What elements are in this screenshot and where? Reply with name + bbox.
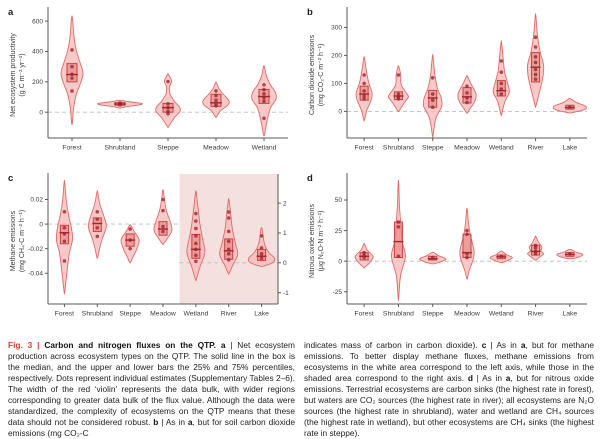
panel-letter: d	[307, 173, 313, 184]
caption-run: , but for nitrous oxide emissions. Terrestrial ecosystems are carbon sinks (the highest rate in forest), but waters are CO₂ sources (the highest rate in river); all ecosystems are N₂O sources (the highest rate in shrubland), water and wetland are CH₄ sources (the highest rate in wetland), but other ecosystems are CH₄ sinks (the highest rate in steppe).	[304, 373, 594, 439]
svg-text:600: 600	[32, 18, 43, 26]
data-dot	[499, 87, 503, 91]
violin-shape	[388, 66, 408, 112]
caption-run: a	[520, 340, 526, 351]
x-category-label: Steppe	[421, 310, 444, 318]
data-dot	[465, 96, 469, 100]
data-dot	[63, 232, 67, 236]
x-category-label: Meadow	[454, 144, 480, 152]
caption-right-column	[304, 340, 594, 439]
data-dot	[227, 252, 231, 256]
data-dot	[70, 65, 74, 69]
violin-river	[527, 14, 543, 107]
data-dot	[161, 198, 165, 202]
data-dot	[262, 96, 266, 100]
svg-text:100: 100	[331, 80, 342, 88]
data-dot	[262, 92, 266, 96]
y-axis-label: Net ecosystem productivity	[10, 33, 17, 117]
data-dot	[262, 83, 266, 87]
x-category-label: River	[527, 144, 544, 152]
x-category-label: Lake	[254, 310, 269, 318]
data-dot	[227, 210, 231, 214]
violin-steppe	[423, 54, 442, 137]
svg-text:200: 200	[32, 79, 43, 87]
violin-lake	[553, 98, 586, 113]
caption-run: | As in	[158, 417, 188, 428]
violin-meadow	[154, 190, 172, 245]
data-dot	[431, 92, 435, 96]
data-dot	[95, 226, 99, 230]
data-dot	[262, 99, 266, 103]
svg-text:0.02: 0.02	[30, 196, 43, 204]
data-dot	[465, 84, 469, 88]
x-category-label: Steppe	[157, 144, 179, 152]
violin-river	[528, 236, 544, 260]
violin-meadow	[458, 75, 476, 113]
data-dot	[534, 45, 538, 49]
panel-d-violin-chart	[303, 168, 597, 330]
x-category-label: Meadow	[203, 144, 229, 152]
data-dot	[194, 242, 198, 246]
svg-text:300: 300	[331, 24, 342, 32]
svg-text:-0.02: -0.02	[28, 245, 43, 253]
data-dot	[465, 91, 469, 95]
violin-steppe	[121, 225, 139, 263]
data-dot	[214, 94, 218, 98]
caption-left-column	[8, 340, 295, 439]
panel-letter: c	[8, 173, 14, 184]
data-dot	[214, 89, 218, 93]
data-dot	[397, 73, 401, 77]
x-category-label: Lake	[562, 310, 578, 318]
data-dot	[63, 259, 67, 263]
x-category-label: Lake	[562, 144, 578, 152]
violin-shape	[493, 41, 509, 116]
svg-text:0: 0	[283, 259, 287, 267]
svg-text:0: 0	[39, 109, 43, 117]
data-dot	[161, 230, 165, 234]
svg-text:1: 1	[283, 230, 287, 238]
data-dot	[166, 112, 170, 116]
y-axis-label: (mg CO₂-C m⁻² h⁻¹)	[318, 43, 325, 107]
data-dot	[70, 72, 74, 76]
data-dot	[534, 68, 538, 72]
violin-shrubland	[88, 191, 106, 259]
caption-run: a	[505, 373, 511, 384]
data-dot	[194, 260, 198, 264]
data-dot	[465, 252, 469, 256]
data-dot	[63, 226, 67, 230]
data-dot	[227, 216, 231, 220]
x-category-label: Wetland	[251, 144, 277, 152]
data-dot	[161, 209, 165, 213]
caption-run: c	[481, 340, 487, 351]
data-dot	[568, 252, 572, 256]
data-dot	[95, 235, 99, 239]
data-dot	[128, 238, 132, 242]
svg-text:50: 50	[334, 197, 342, 205]
data-dot	[227, 230, 231, 234]
caption-run: | As in	[472, 373, 506, 384]
svg-text:0: 0	[39, 221, 43, 229]
x-category-label: Wetland	[488, 144, 514, 152]
axes	[333, 173, 587, 318]
x-category-label: Shrubland	[382, 310, 414, 318]
data-dot	[499, 82, 503, 86]
data-dot	[260, 234, 264, 238]
data-dot	[70, 76, 74, 80]
svg-text:-0.04: -0.04	[28, 270, 43, 278]
data-dot	[397, 254, 401, 258]
violin-shrubland	[391, 180, 405, 300]
x-category-label: Shrubland	[382, 144, 414, 152]
data-dot	[166, 106, 170, 110]
panel-letter: a	[8, 7, 14, 18]
data-dot	[260, 257, 264, 261]
data-dot	[534, 77, 538, 81]
data-dot	[465, 101, 469, 105]
panel-d	[303, 168, 597, 330]
data-dot	[362, 97, 366, 101]
y-axis-label: (mg CH₄-C m⁻² h⁻¹)	[19, 209, 26, 273]
x-category-label: River	[527, 310, 544, 318]
data-dot	[194, 219, 198, 223]
x-category-label: Forest	[62, 144, 82, 152]
data-dot	[128, 247, 132, 251]
caption-run: , but for methane emissions. To better display methane fluxes, methane emissions from ecosystems in the white area correspond to the left axis, while those in the shaded area correspond to the right axis.	[304, 340, 595, 384]
data-dot	[499, 254, 503, 258]
data-dot	[397, 220, 401, 224]
panel-a-violin-chart	[4, 2, 298, 164]
data-dot	[214, 99, 218, 103]
data-dot	[465, 232, 469, 236]
data-dot	[227, 258, 231, 262]
data-dot	[499, 70, 503, 74]
data-dot	[70, 89, 74, 93]
data-dot	[262, 88, 266, 92]
data-dot	[166, 102, 170, 106]
x-category-label: Wetland	[183, 310, 209, 318]
y-axis-label: (μg N₂O-N m⁻² h⁻¹)	[318, 210, 325, 272]
data-dot	[534, 35, 538, 39]
y-axis-label: Carbon dioxide emissions	[309, 34, 316, 116]
data-dot	[95, 217, 99, 221]
data-dot	[534, 73, 538, 77]
data-dot	[362, 256, 366, 260]
svg-text:-25: -25	[332, 288, 342, 296]
data-dot	[568, 105, 572, 109]
violin-steppe	[420, 252, 446, 264]
svg-text:2: 2	[283, 200, 287, 208]
data-dot	[260, 252, 264, 256]
data-dot	[431, 98, 435, 102]
data-dot	[194, 248, 198, 252]
caption-run: indicates mass of carbon in carbon dioxide).	[304, 340, 482, 351]
x-category-label: Forest	[354, 144, 374, 152]
violin-forest	[61, 16, 83, 125]
caption-run: Carbon and nitrogen fluxes on the QTP.	[44, 340, 221, 351]
violin-forest	[355, 243, 373, 268]
caption-run: a	[187, 417, 193, 428]
data-dot	[63, 240, 67, 244]
x-category-label: Forest	[54, 310, 75, 318]
data-dot	[63, 210, 67, 214]
svg-text:400: 400	[32, 48, 43, 56]
violin-shrubland	[98, 100, 143, 108]
data-dot	[262, 116, 266, 120]
data-dot	[194, 227, 198, 231]
violin-meadow	[460, 208, 474, 279]
data-dot	[166, 80, 170, 84]
y-axis-label: Nitrous oxide emissions	[309, 204, 316, 278]
data-dot	[362, 89, 366, 93]
violin-steppe	[156, 73, 181, 127]
data-dot	[431, 256, 435, 260]
x-category-label: Shrubland	[81, 310, 113, 318]
x-category-label: Meadow	[454, 310, 480, 318]
data-dot	[499, 92, 503, 96]
caption-run: a	[220, 340, 226, 351]
caption-run: , but for soil carbon dioxide emissions (mg CO₂-C	[8, 417, 296, 439]
data-dot	[362, 73, 366, 77]
caption-run: d	[467, 373, 473, 384]
violin-wetland	[493, 41, 509, 116]
caption-run: | Net ecosystem production across ecosystem types on the QTP. The solid line in the box is the median, and the upper and lower bars the 25% and 75% percentiles, respectively. Dots represent individual estimates (Supplementary Tables 2–6). The width of the red ‘violin’ represents the data bulk, with wider regions corresponding to greater data bulk of the flux value. Although the data were standardized, the complexity of ecosystems on the QTP means that these data should not be considered robust.	[8, 340, 296, 428]
x-category-label: River	[220, 310, 237, 318]
data-dot	[260, 246, 264, 250]
data-dot	[534, 246, 538, 250]
data-dot	[431, 105, 435, 109]
data-dot	[161, 225, 165, 229]
x-category-label: Steppe	[421, 144, 444, 152]
caption-run: b	[153, 417, 159, 428]
data-dot	[499, 59, 503, 63]
data-dot	[465, 229, 469, 233]
svg-text:0: 0	[338, 108, 342, 116]
violin-wetland	[252, 66, 277, 136]
panel-letter: b	[307, 7, 313, 18]
x-category-label: Meadow	[150, 310, 176, 318]
y-axis-label: Methane emissions	[10, 210, 17, 272]
data-dot	[194, 212, 198, 216]
svg-text:0: 0	[338, 258, 342, 266]
y-axis-label: (g C m⁻² yr⁻¹)	[19, 53, 26, 97]
panel-b-violin-chart	[303, 2, 597, 164]
x-category-label: Wetland	[488, 310, 514, 318]
data-dot	[70, 48, 74, 52]
svg-text:200: 200	[331, 52, 342, 60]
data-dot	[227, 248, 231, 252]
svg-text:-1: -1	[283, 289, 289, 297]
data-dot	[227, 239, 231, 243]
data-dot	[362, 82, 366, 86]
caption-run: | As in	[486, 340, 521, 351]
data-dot	[397, 97, 401, 101]
svg-text:25: 25	[334, 227, 342, 235]
data-dot	[118, 103, 122, 107]
data-dot	[534, 61, 538, 65]
panel-a	[4, 2, 298, 164]
violin-lake	[557, 249, 583, 259]
data-dot	[194, 234, 198, 238]
violin-shrubland	[388, 66, 408, 112]
x-category-label: Steppe	[119, 310, 141, 318]
axes	[331, 7, 587, 152]
panel-c-violin-chart	[4, 168, 298, 330]
data-dot	[534, 252, 538, 256]
x-category-label: Forest	[354, 310, 374, 318]
data-dot	[214, 104, 218, 108]
data-dot	[397, 225, 401, 229]
violin-forest	[56, 180, 72, 294]
panel-c	[4, 168, 298, 330]
data-dot	[465, 256, 469, 260]
data-dot	[95, 210, 99, 214]
data-dot	[128, 227, 132, 231]
x-category-label: Shrubland	[104, 144, 136, 152]
data-dot	[431, 76, 435, 80]
data-dot	[534, 55, 538, 59]
caption-run: Fig. 3 |	[8, 340, 45, 351]
panel-b	[303, 2, 597, 164]
data-dot	[194, 254, 198, 258]
